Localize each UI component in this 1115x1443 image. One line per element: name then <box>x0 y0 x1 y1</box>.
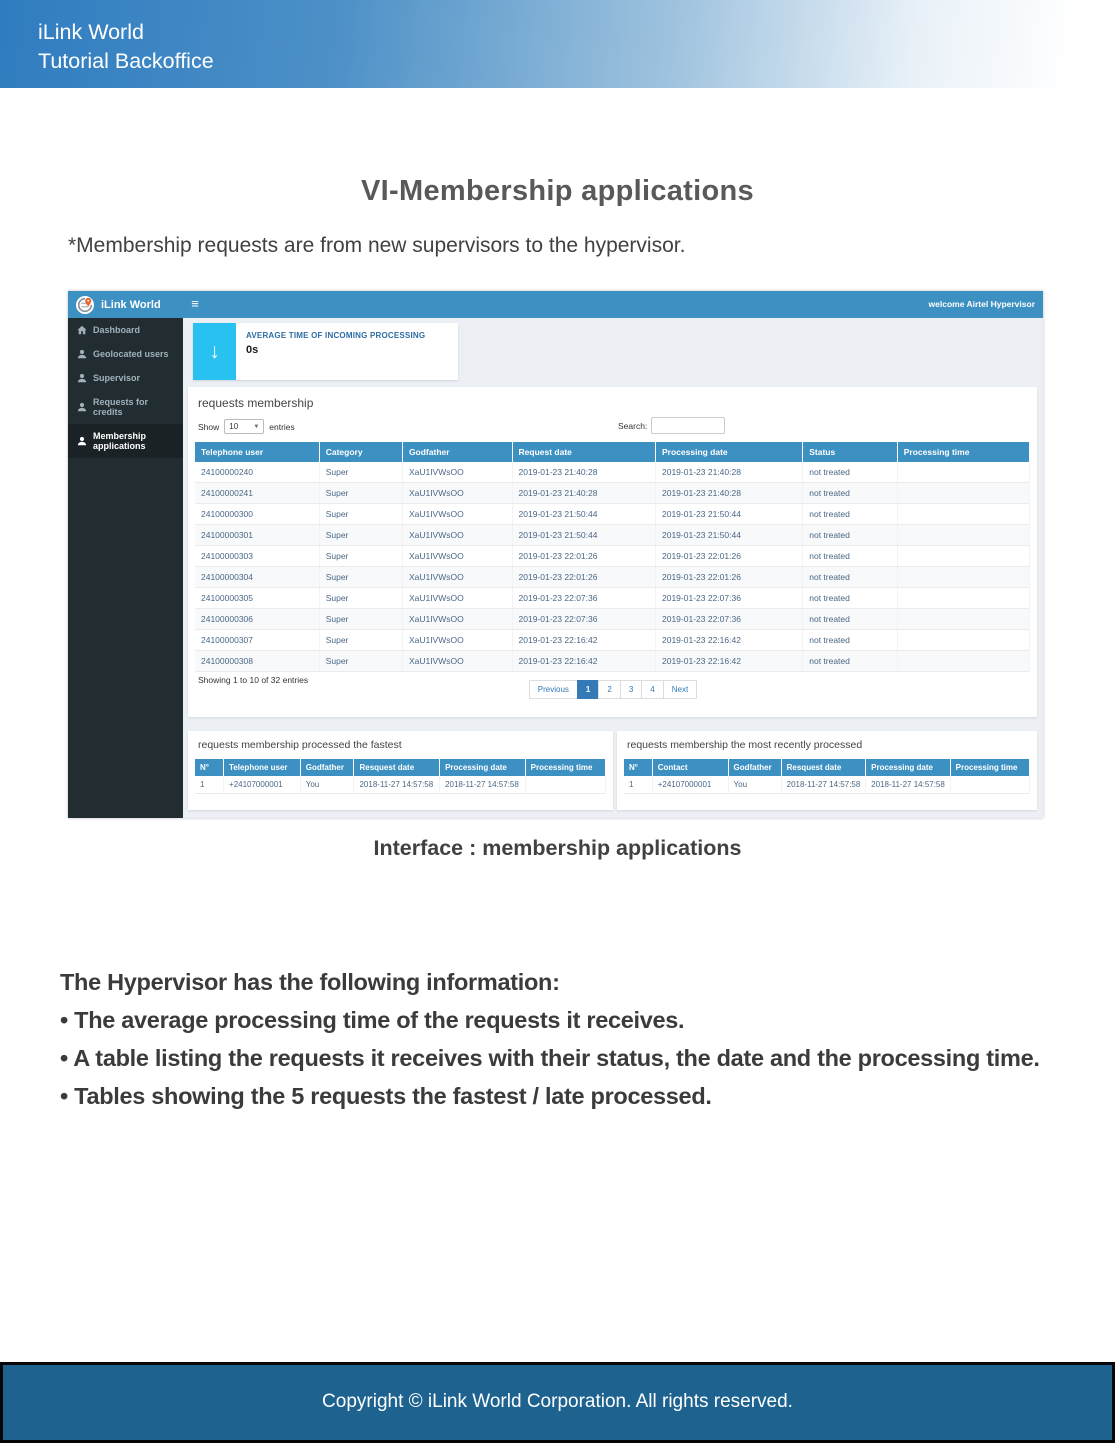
sidebar-item-membership-applications[interactable] <box>68 424 183 458</box>
table-row <box>195 609 1030 630</box>
column-header: Telephone user <box>224 759 301 776</box>
table-row <box>624 776 1030 794</box>
body-intro: The Hypervisor has the following information: <box>60 969 560 995</box>
column-header: Godfather <box>402 442 512 462</box>
table-cell <box>897 483 1029 504</box>
table-cell: You <box>300 776 354 794</box>
page-subtitle: *Membership requests are from new supervisors to the hypervisor. <box>68 234 686 257</box>
search-input[interactable] <box>651 417 725 434</box>
app-screenshot <box>68 291 1043 818</box>
table-row <box>195 588 1030 609</box>
app-sidebar <box>68 318 183 818</box>
table-row <box>195 525 1030 546</box>
table-cell: 24100000303 <box>195 546 319 567</box>
table-cell: Super <box>319 462 402 483</box>
sidebar-item-requests-for-credits[interactable] <box>68 390 183 424</box>
info-box-value: 0s <box>246 344 259 356</box>
table-cell: not treated <box>803 567 898 588</box>
recently-processed-table <box>624 759 1030 794</box>
down-arrow-icon: ↓ <box>193 323 236 380</box>
users-icon <box>77 402 87 412</box>
table-cell: 2019-01-23 22:01:26 <box>512 567 655 588</box>
column-header: Category <box>319 442 402 462</box>
table-cell: 2019-01-23 22:07:36 <box>656 609 803 630</box>
table-cell <box>897 504 1029 525</box>
panel-title: requests membership the most recently processed <box>627 739 863 751</box>
column-header: Status <box>803 442 898 462</box>
body-bullet: • The average processing time of the requests it receives. <box>60 1007 685 1033</box>
table-cell: 2019-01-23 22:16:42 <box>512 630 655 651</box>
page-button-4[interactable]: 4 <box>641 680 663 699</box>
table-cell: not treated <box>803 651 898 672</box>
table-cell: XaU1IVWsOO <box>402 567 512 588</box>
column-header: Processing date <box>866 759 951 776</box>
table-row <box>195 483 1030 504</box>
panel-title: requests membership <box>198 396 314 410</box>
table-cell: XaU1IVWsOO <box>402 483 512 504</box>
column-header: Contact <box>652 759 728 776</box>
table-cell: 2019-01-23 22:16:42 <box>512 651 655 672</box>
table-cell: 2019-01-23 22:07:36 <box>512 609 655 630</box>
table-cell: +24107000001 <box>224 776 301 794</box>
table-cell: XaU1IVWsOO <box>402 630 512 651</box>
table-cell: 24100000301 <box>195 525 319 546</box>
table-cell: XaU1IVWsOO <box>402 504 512 525</box>
table-cell <box>897 546 1029 567</box>
requests-membership-table <box>195 442 1030 672</box>
fastest-processed-panel <box>188 731 613 810</box>
table-cell: Super <box>319 651 402 672</box>
screenshot-caption: Interface : membership applications <box>373 836 742 860</box>
page-button-2[interactable]: 2 <box>598 680 620 699</box>
globe-pin-logo-icon <box>76 296 94 314</box>
table-row <box>195 462 1030 483</box>
column-header: Processing time <box>525 759 605 776</box>
panel-title: requests membership processed the fastest <box>198 739 402 751</box>
table-cell: 2019-01-23 22:07:36 <box>512 588 655 609</box>
table-cell: Super <box>319 504 402 525</box>
column-header: Resquest date <box>781 759 866 776</box>
show-label: Show <box>198 421 220 432</box>
sidebar-item-label: Geolocated users <box>93 349 169 359</box>
column-header: Telephone user <box>195 442 319 462</box>
page-button-3[interactable]: 3 <box>620 680 642 699</box>
table-cell: 24100000300 <box>195 504 319 525</box>
table-cell: not treated <box>803 609 898 630</box>
page-button-1[interactable]: 1 <box>577 680 599 699</box>
entries-label: entries <box>269 421 295 432</box>
fastest-processed-table <box>195 759 606 794</box>
table-summary: Showing 1 to 10 of 32 entries <box>198 675 309 685</box>
column-header: Request date <box>512 442 655 462</box>
table-cell: 2019-01-23 22:01:26 <box>656 546 803 567</box>
home-icon <box>77 325 87 335</box>
pagination <box>188 680 1037 699</box>
table-cell: 24100000308 <box>195 651 319 672</box>
table-cell: 24100000305 <box>195 588 319 609</box>
body-bullet: • A table listing the requests it receives with their status, the date and the processing time. <box>60 1045 1040 1071</box>
body-bullet: • Tables showing the 5 requests the fastest / late processed. <box>60 1083 712 1109</box>
table-cell: Super <box>319 609 402 630</box>
info-box-title: AVERAGE TIME OF INCOMING PROCESSING <box>246 331 426 340</box>
table-row <box>195 546 1030 567</box>
sidebar-item-label: Dashboard <box>93 325 141 335</box>
table-cell: +24107000001 <box>652 776 728 794</box>
table-cell: 24100000307 <box>195 630 319 651</box>
menu-toggle-icon[interactable]: ≡ <box>191 296 199 311</box>
table-cell: 2018-11-27 14:57:58 <box>781 776 866 794</box>
table-row <box>195 567 1030 588</box>
table-cell: 2019-01-23 21:50:44 <box>512 504 655 525</box>
table-cell <box>525 776 605 794</box>
table-cell: 2019-01-23 21:40:28 <box>656 462 803 483</box>
table-cell: 24100000241 <box>195 483 319 504</box>
table-cell: 24100000304 <box>195 567 319 588</box>
table-row <box>195 776 606 794</box>
column-header: Processing time <box>950 759 1029 776</box>
table-cell: XaU1IVWsOO <box>402 588 512 609</box>
table-cell: XaU1IVWsOO <box>402 546 512 567</box>
table-cell: 24100000240 <box>195 462 319 483</box>
sidebar-item-label: Membership applications <box>93 431 147 451</box>
table-cell <box>897 651 1029 672</box>
table-cell: not treated <box>803 462 898 483</box>
banner-line-2: Tutorial Backoffice <box>38 49 214 73</box>
table-cell: XaU1IVWsOO <box>402 609 512 630</box>
table-cell <box>897 525 1029 546</box>
table-cell: 2018-11-27 14:57:58 <box>354 776 440 794</box>
table-cell: not treated <box>803 630 898 651</box>
banner-line-1: iLink World <box>38 20 144 44</box>
table-cell <box>950 776 1029 794</box>
table-cell: 2019-01-23 21:50:44 <box>656 525 803 546</box>
table-cell: XaU1IVWsOO <box>402 462 512 483</box>
column-header: Godfather <box>728 759 781 776</box>
document-header-banner <box>0 0 1115 88</box>
table-cell: not treated <box>803 525 898 546</box>
column-header: Processing date <box>656 442 803 462</box>
table-cell: Super <box>319 588 402 609</box>
app-topbar <box>68 291 1043 318</box>
table-cell: 24100000306 <box>195 609 319 630</box>
search-label: Search: <box>618 420 648 431</box>
table-cell: 1 <box>195 776 224 794</box>
column-header: N° <box>624 759 652 776</box>
table-cell: 2018-11-27 14:57:58 <box>440 776 526 794</box>
welcome-user-label[interactable]: welcome Airtel Hypervisor <box>928 299 1035 309</box>
table-cell: 2019-01-23 22:01:26 <box>656 567 803 588</box>
chevron-down-icon: ▼ <box>253 423 260 430</box>
table-cell <box>897 588 1029 609</box>
table-cell: 2019-01-23 22:01:26 <box>512 546 655 567</box>
sidebar-item-dashboard[interactable] <box>68 318 183 342</box>
table-row <box>195 651 1030 672</box>
column-header: N° <box>195 759 224 776</box>
table-cell: You <box>728 776 781 794</box>
table-cell: not treated <box>803 588 898 609</box>
users-icon <box>77 349 87 359</box>
table-cell: 2018-11-27 14:57:58 <box>866 776 951 794</box>
table-cell <box>897 462 1029 483</box>
table-cell: 2019-01-23 22:16:42 <box>656 630 803 651</box>
column-header: Godfather <box>300 759 354 776</box>
page-size-value: 10 <box>229 422 239 431</box>
table-cell: not treated <box>803 546 898 567</box>
table-cell: not treated <box>803 504 898 525</box>
column-header: Processing date <box>440 759 526 776</box>
table-cell: Super <box>319 483 402 504</box>
next-page-button[interactable]: Next <box>663 680 697 699</box>
table-cell <box>897 609 1029 630</box>
document-footer: Copyright © iLink World Corporation. All rights reserved. <box>0 1362 1115 1443</box>
table-cell: Super <box>319 567 402 588</box>
table-cell: 2019-01-23 21:40:28 <box>512 483 655 504</box>
table-cell: not treated <box>803 483 898 504</box>
page-title: VI-Membership applications <box>361 175 754 207</box>
sidebar-item-geolocated-users[interactable] <box>68 342 183 366</box>
body-text <box>60 969 1070 1121</box>
sidebar-item-supervisor[interactable] <box>68 366 183 390</box>
table-cell <box>897 567 1029 588</box>
requests-membership-panel <box>188 387 1037 717</box>
app-content <box>183 318 1043 818</box>
table-cell: 2019-01-23 21:40:28 <box>656 483 803 504</box>
recently-processed-panel <box>617 731 1037 810</box>
table-cell <box>897 630 1029 651</box>
app-brand: iLink World <box>101 298 161 311</box>
table-cell: 2019-01-23 21:50:44 <box>656 504 803 525</box>
users-icon <box>77 436 87 446</box>
table-cell: 2019-01-23 22:07:36 <box>656 588 803 609</box>
sidebar-item-label: Supervisor <box>93 373 141 383</box>
table-row <box>195 504 1030 525</box>
table-cell: Super <box>319 525 402 546</box>
table-cell: Super <box>319 630 402 651</box>
table-cell: XaU1IVWsOO <box>402 525 512 546</box>
app-logo-area[interactable] <box>68 291 183 318</box>
table-cell: 2019-01-23 22:16:42 <box>656 651 803 672</box>
average-time-info-box <box>193 323 458 380</box>
table-cell: 2019-01-23 21:40:28 <box>512 462 655 483</box>
table-cell: 1 <box>624 776 652 794</box>
users-icon <box>77 373 87 383</box>
sidebar-item-label: Requests for credits <box>93 397 149 417</box>
table-cell: Super <box>319 546 402 567</box>
table-cell: 2019-01-23 21:50:44 <box>512 525 655 546</box>
previous-page-button[interactable]: Previous <box>529 680 578 699</box>
table-row <box>195 630 1030 651</box>
column-header: Processing time <box>897 442 1029 462</box>
column-header: Resquest date <box>354 759 440 776</box>
table-cell: XaU1IVWsOO <box>402 651 512 672</box>
page-size-select[interactable] <box>224 419 264 434</box>
